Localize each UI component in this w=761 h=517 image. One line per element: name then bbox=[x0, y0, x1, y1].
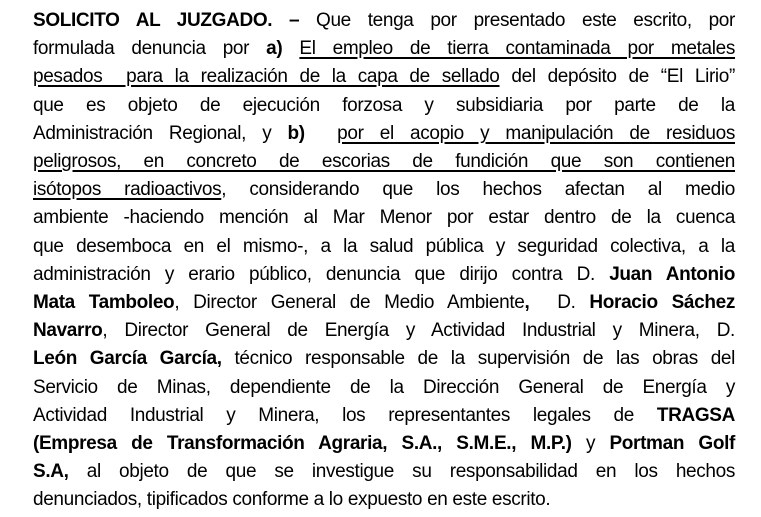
text-segment: administración y erario público, denuncia que dirijo contra D. bbox=[33, 263, 610, 285]
text-segment: que desemboca en el mismo-, a la salud pública y seguridad colectiva, a la bbox=[33, 235, 735, 257]
text-segment: ambiente -haciendo mención al Mar Menor por estar dentro de la cuenca bbox=[33, 207, 735, 229]
text-segment: , Director General de Medio Ambiente bbox=[174, 292, 525, 314]
text-segment: por el acopio y manipulación de residuos bbox=[337, 122, 735, 144]
text-segment: , bbox=[524, 292, 530, 314]
text-segment: , considerando que los hechos afectan al medio bbox=[221, 179, 735, 201]
text-segment: peligrosos, en concreto de escorias de fundición que son contienen bbox=[33, 151, 735, 173]
text-line bbox=[33, 148, 735, 176]
text-line bbox=[33, 402, 735, 430]
text-segment: Actividad Industrial y Minera, los representantes legales de bbox=[33, 404, 657, 426]
text-segment: Que tenga por presentado este escrito, por bbox=[299, 10, 735, 31]
text-line bbox=[33, 176, 735, 204]
text-segment: pesados para la realización de la capa de sellado bbox=[33, 66, 500, 88]
text-line bbox=[33, 317, 735, 345]
text-line bbox=[33, 7, 735, 35]
text-line bbox=[33, 430, 735, 458]
text-segment: al objeto de que se investigue su responsabilidad en los hechos bbox=[68, 461, 735, 483]
text-segment: denunciados, tipificados conforme a lo expuesto en este escrito. bbox=[33, 489, 551, 511]
text-segment: , Director General de Energía y Actividad Industrial y Minera, D. bbox=[102, 320, 735, 342]
text-segment: S.A, bbox=[33, 461, 69, 483]
text-segment: Horacio Sáchez bbox=[589, 292, 735, 314]
text-segment bbox=[282, 38, 299, 59]
text-segment: Juan Antonio bbox=[609, 263, 735, 285]
text-segment bbox=[305, 123, 337, 144]
text-segment: Mata Tamboleo bbox=[33, 292, 175, 314]
text-segment: Servicio de Minas, dependiente de la Dirección General de Energía y bbox=[33, 376, 735, 398]
text-segment: León García García, bbox=[33, 348, 222, 370]
text-segment: y bbox=[571, 433, 610, 455]
text-segment: que es objeto de ejecución forzosa y subsidiaria por parte de la bbox=[33, 94, 735, 116]
text-segment: (Empresa de Transformación Agraria, S.A., S.M.E., M.P.) bbox=[33, 433, 572, 455]
text-segment: técnico responsable de la supervisión de las obras del bbox=[221, 348, 735, 370]
text-segment: El empleo de tierra contaminada por metales bbox=[299, 38, 736, 60]
text-line bbox=[33, 374, 735, 402]
text-line bbox=[33, 35, 735, 63]
text-line bbox=[33, 63, 735, 91]
text-segment: isótopos radioactivos bbox=[33, 179, 222, 201]
text-segment: TRAGSA bbox=[656, 404, 735, 426]
text-line bbox=[33, 120, 735, 148]
text-segment: formulada denuncia por bbox=[33, 38, 267, 60]
text-line bbox=[33, 204, 735, 232]
text-line bbox=[33, 458, 735, 486]
text-line bbox=[33, 345, 735, 373]
text-segment: Portman Golf bbox=[609, 433, 735, 455]
text-line bbox=[33, 92, 735, 120]
text-segment: Administración Regional, y bbox=[33, 122, 288, 144]
text-segment: Navarro bbox=[33, 320, 103, 342]
text-line bbox=[33, 486, 735, 514]
text-segment: D. bbox=[529, 292, 590, 314]
text-line bbox=[33, 261, 735, 289]
text-segment: b) bbox=[287, 122, 305, 144]
text-segment: del depósito de “El Lirio” bbox=[499, 66, 735, 88]
text-line bbox=[33, 233, 735, 261]
text-segment: a) bbox=[266, 38, 283, 60]
text-line bbox=[33, 289, 735, 317]
text-block bbox=[33, 7, 735, 515]
text-segment: SOLICITO AL JUZGADO. – bbox=[33, 10, 300, 31]
